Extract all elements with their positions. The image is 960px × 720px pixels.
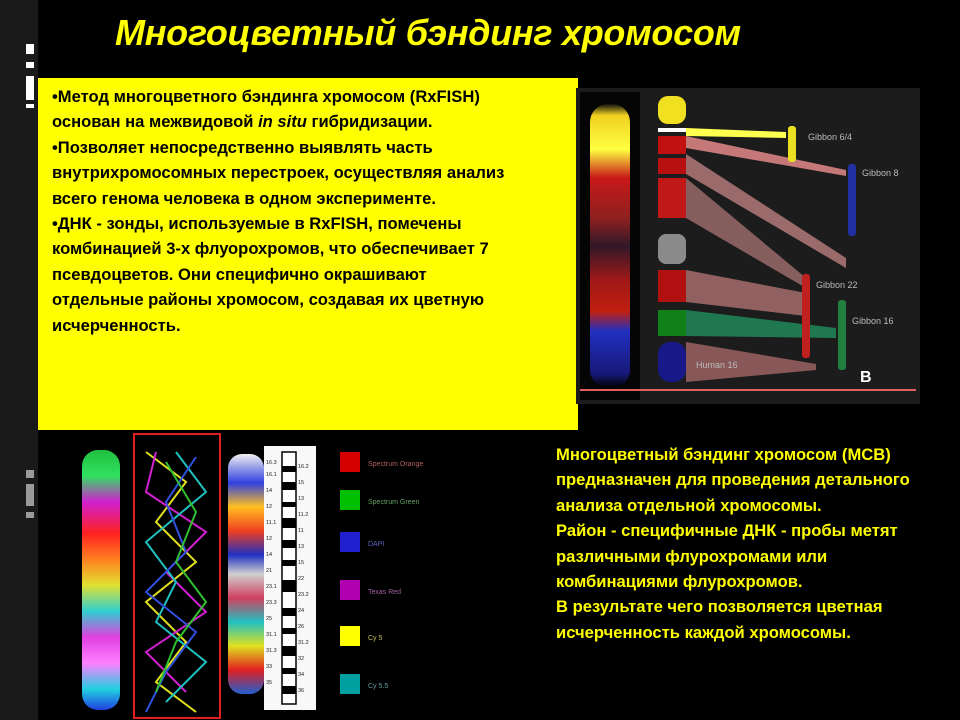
legend-swatch xyxy=(340,532,360,552)
mcb-banding-figure xyxy=(76,432,442,720)
mcb-paragraph: Район - специфичные ДНК - пробы метят различными флурохромами или комбинациями флурохромов. xyxy=(556,521,898,592)
decor-stripe xyxy=(26,512,34,518)
legend-swatch xyxy=(340,580,360,600)
svg-text:23.2: 23.2 xyxy=(298,592,309,598)
svg-text:32: 32 xyxy=(298,656,305,662)
decor-stripe xyxy=(26,44,34,54)
svg-text:22: 22 xyxy=(298,576,305,582)
bullet-list xyxy=(52,84,522,338)
svg-text:12: 12 xyxy=(266,504,273,510)
mcb-description xyxy=(556,442,946,645)
gibbon-6-4-label: Gibbon 6/4 xyxy=(808,132,853,142)
svg-text:23.3: 23.3 xyxy=(266,600,277,606)
gibbon-22-label: Gibbon 22 xyxy=(816,280,858,290)
svg-text:24: 24 xyxy=(298,608,305,614)
legend-label: Spectrum Orange xyxy=(368,461,424,468)
legend-label: Cy 5.5 xyxy=(368,683,389,690)
svg-text:11: 11 xyxy=(298,528,304,534)
mcb-paragraph: Многоцветный бэндинг хромосом (MCB) предназначен для проведения детального анализа отдельной хромосомы. xyxy=(556,445,910,515)
svg-text:31.3: 31.3 xyxy=(266,648,277,654)
decor-stripe xyxy=(26,76,34,100)
legend-swatch xyxy=(340,674,360,694)
mcb-paragraph: В результате чего позволяется цветная исчерченность каждой хромосомы. xyxy=(556,597,883,642)
legend-label: DAPI xyxy=(368,541,385,548)
legend-swatch xyxy=(340,452,360,472)
decor-stripe xyxy=(26,470,34,478)
bullet-item: •ДНК - зонды, используемые в RxFISH, помечены комбинацией 3-х флуорохромов, что обеспечивает 7 псевдоцветов. Они специфично окрашивают отдельные районы хромосом, создавая их цветную исчерченность. xyxy=(52,214,489,335)
decor-stripe xyxy=(26,484,34,506)
bullet-item: •Метод многоцветного бэндинга хромосом (RxFISH) основан на межвидовой in situ гибридизации. xyxy=(52,87,480,132)
svg-text:14: 14 xyxy=(266,552,273,558)
panel-letter: B xyxy=(860,369,872,386)
svg-text:23.1: 23.1 xyxy=(266,584,277,590)
svg-text:36: 36 xyxy=(298,688,305,694)
svg-text:13: 13 xyxy=(298,544,305,550)
legend-label: Spectrum Green xyxy=(368,499,420,506)
svg-text:14: 14 xyxy=(266,488,273,494)
svg-text:21: 21 xyxy=(266,568,273,574)
page-title: Многоцветный бэндинг хромосом xyxy=(115,12,741,53)
svg-text:31.2: 31.2 xyxy=(298,640,309,646)
svg-text:11.2: 11.2 xyxy=(298,512,309,518)
bullet-item: •Позволяет непосредственно выявлять часть внутрихромосомных перестроек, осуществляя анализ всего генома человека в одном эксперименте. xyxy=(52,137,505,208)
legend-label: Texas Red xyxy=(368,589,402,596)
svg-text:15: 15 xyxy=(298,560,305,566)
svg-text:35: 35 xyxy=(266,680,273,686)
human-16-label: Human 16 xyxy=(696,360,738,370)
svg-text:16.1: 16.1 xyxy=(266,472,277,478)
decor-stripe xyxy=(26,62,34,68)
svg-text:31.1: 31.1 xyxy=(266,632,277,638)
legend-swatch xyxy=(340,490,360,510)
svg-text:26: 26 xyxy=(298,624,305,630)
svg-text:33: 33 xyxy=(266,664,273,670)
legend-label: Cy 5 xyxy=(368,635,383,642)
svg-text:13: 13 xyxy=(298,496,305,502)
svg-text:15: 15 xyxy=(298,480,305,486)
left-decor-band xyxy=(0,0,38,720)
gibbon-8-label: Gibbon 8 xyxy=(862,168,899,178)
legend-swatch xyxy=(340,626,360,646)
svg-text:12: 12 xyxy=(266,536,273,542)
svg-text:11.1: 11.1 xyxy=(266,520,277,526)
svg-text:34: 34 xyxy=(298,672,305,678)
rxfish-chromosome-figure xyxy=(576,88,920,404)
gibbon-16-label: Gibbon 16 xyxy=(852,316,894,326)
svg-text:16.2: 16.2 xyxy=(298,464,309,470)
decor-stripe xyxy=(26,104,34,108)
svg-text:25: 25 xyxy=(266,616,273,622)
svg-text:16.3: 16.3 xyxy=(266,460,277,466)
